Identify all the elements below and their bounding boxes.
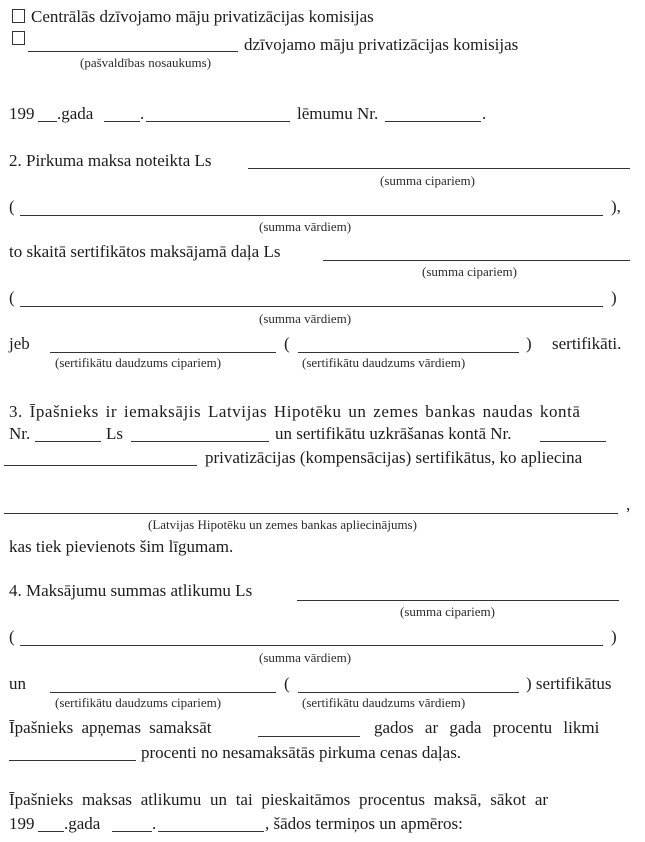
decision-year-prefix: 199 bbox=[9, 104, 35, 123]
decision-dot: . bbox=[140, 104, 145, 123]
interest-rate-field[interactable] bbox=[9, 760, 136, 761]
decision-day-field[interactable] bbox=[104, 121, 140, 122]
start-dot: . bbox=[152, 814, 157, 833]
bank-confirmation-caption: (Latvijas Hipotēku un zemes bankas apliecinājums) bbox=[148, 517, 417, 532]
purchase-price-digits-field[interactable] bbox=[248, 168, 630, 169]
purchase-price-words-caption: (summa vārdiem) bbox=[259, 219, 352, 234]
close-paren-4: ) bbox=[611, 627, 617, 646]
decision-end-dot: . bbox=[482, 104, 487, 123]
remaining-cert-digits-field[interactable] bbox=[50, 692, 276, 693]
cert-count-words-field[interactable] bbox=[298, 352, 519, 353]
municipality-caption: (pašvaldības nosaukums) bbox=[80, 55, 212, 70]
remaining-cert-words-caption: (sertifikātu daudzums vārdiem) bbox=[302, 695, 466, 710]
central-commission-label: Centrālās dzīvojamo māju privatizācijas komisijas bbox=[31, 7, 374, 26]
cert-account-number-field[interactable] bbox=[540, 441, 606, 442]
central-commission-checkbox[interactable] bbox=[12, 9, 25, 23]
jeb-label: jeb bbox=[9, 334, 30, 353]
open-paren-5: ( bbox=[284, 674, 290, 693]
cert-part-words-field[interactable] bbox=[20, 306, 603, 307]
municipal-commission-checkbox[interactable] bbox=[12, 31, 25, 45]
open-paren-4: ( bbox=[9, 627, 15, 646]
years-field[interactable] bbox=[258, 736, 360, 737]
owner-pays-text: Īpašnieks maksas atlikumu un tai pieskaitāmos procentus maksā, sākot ar bbox=[9, 790, 549, 809]
owner-commits-text-b: gados ar gada procentu likmi bbox=[374, 718, 600, 737]
cert-part-digits-caption: (summa cipariem) bbox=[422, 264, 517, 279]
purchase-price-digits-caption: (summa cipariem) bbox=[380, 173, 475, 188]
open-paren-2: ( bbox=[9, 288, 15, 307]
decision-year-field[interactable] bbox=[38, 121, 57, 122]
remaining-balance-label: 4. Maksājumu summas atlikumu Ls bbox=[9, 581, 253, 600]
close-paren-comma: ), bbox=[611, 197, 621, 216]
cert-part-digits-field[interactable] bbox=[323, 260, 630, 261]
sertifikatus-label: ) sertifikātus bbox=[526, 674, 612, 693]
trailing-comma: , bbox=[626, 495, 631, 514]
decision-number-label: lēmumu Nr. bbox=[297, 104, 379, 123]
cert-part-label: to skaitā sertifikātos maksājamā daļa Ls bbox=[9, 242, 281, 261]
remaining-balance-digits-caption: (summa cipariem) bbox=[400, 604, 495, 619]
bank-confirmation-field[interactable] bbox=[4, 513, 618, 514]
cert-count-digits-caption: (sertifikātu daudzums cipariem) bbox=[55, 355, 222, 370]
cert-count-field[interactable] bbox=[4, 465, 197, 466]
owner-commits-text-a: Īpašnieks apņemas samaksāt bbox=[9, 718, 212, 737]
start-end-text: , šādos termiņos un apmēros: bbox=[265, 814, 463, 833]
remaining-cert-words-field[interactable] bbox=[298, 692, 519, 693]
remaining-balance-words-caption: (summa vārdiem) bbox=[259, 650, 352, 665]
money-amount-field[interactable] bbox=[131, 441, 269, 442]
percent-text: procenti no nesamaksātās pirkuma cenas daļas. bbox=[141, 743, 462, 762]
cert-count-words-caption: (sertifikātu daudzums vārdiem) bbox=[302, 355, 466, 370]
purchase-price-words-field[interactable] bbox=[20, 215, 603, 216]
cert-account-label: un sertifikātu uzkrāšanas kontā Nr. bbox=[275, 424, 512, 443]
open-paren: ( bbox=[9, 197, 15, 216]
privatization-text: privatizācijas (kompensācijas) sertifikātus, ko apliecina bbox=[205, 448, 583, 467]
remaining-cert-digits-caption: (sertifikātu daudzums cipariem) bbox=[55, 695, 222, 710]
attached-text: kas tiek pievienots šim līgumam. bbox=[9, 537, 234, 556]
section3-line1: 3. Īpašnieks ir iemaksājis Latvijas Hipotēku un zemes bankas naudas kontā bbox=[9, 402, 581, 421]
account-nr-label: Nr. bbox=[9, 424, 31, 443]
money-account-number-field[interactable] bbox=[35, 441, 101, 442]
start-day-field[interactable] bbox=[112, 831, 152, 832]
start-year-field[interactable] bbox=[38, 831, 64, 832]
decision-number-field[interactable] bbox=[385, 121, 481, 122]
open-paren-3: ( bbox=[284, 334, 290, 353]
decision-gada-label: .gada bbox=[57, 104, 94, 123]
close-paren-3: ) bbox=[526, 334, 532, 353]
remaining-balance-digits-field[interactable] bbox=[297, 600, 619, 601]
remaining-balance-words-field[interactable] bbox=[20, 645, 603, 646]
cert-count-digits-field[interactable] bbox=[50, 352, 276, 353]
un-label: un bbox=[9, 674, 26, 693]
purchase-price-label: 2. Pirkuma maksa noteikta Ls bbox=[9, 151, 212, 170]
start-gada-label: .gada bbox=[64, 814, 101, 833]
municipality-name-field[interactable] bbox=[28, 51, 238, 52]
decision-month-field[interactable] bbox=[146, 121, 290, 122]
close-paren-2: ) bbox=[611, 288, 617, 307]
municipal-commission-label: dzīvojamo māju privatizācijas komisijas bbox=[244, 35, 519, 54]
sertifikati-label: sertifikāti. bbox=[552, 334, 622, 353]
start-month-field[interactable] bbox=[158, 831, 264, 832]
ls-label: Ls bbox=[106, 424, 123, 443]
cert-part-words-caption: (summa vārdiem) bbox=[259, 311, 352, 326]
start-year-prefix: 199 bbox=[9, 814, 35, 833]
